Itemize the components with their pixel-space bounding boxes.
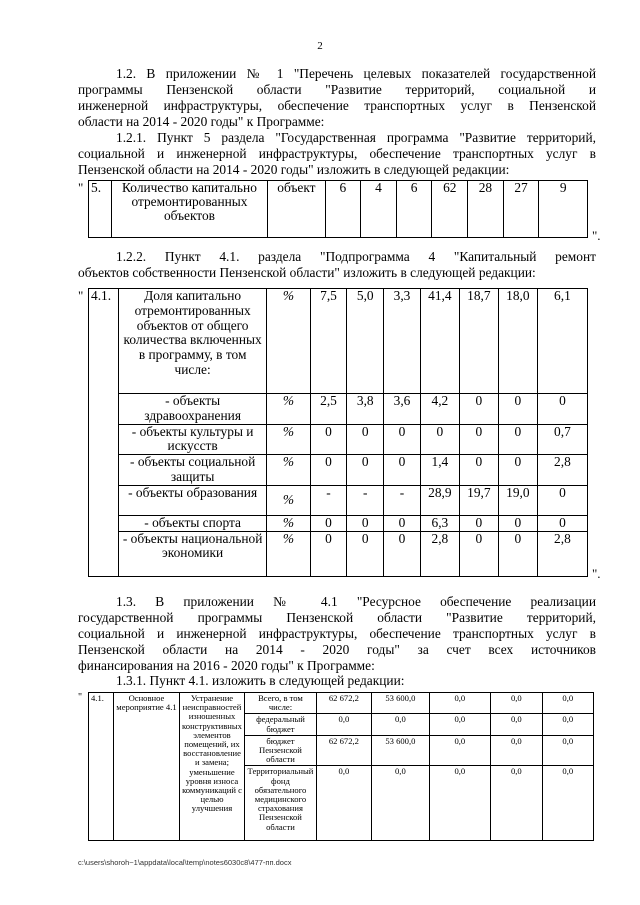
text-line: инженерной инфраструктуры, обеспечение транспортных услуг в Пензенской bbox=[78, 98, 596, 113]
close-quote: ". bbox=[592, 566, 601, 581]
value-cell: 3,3 bbox=[384, 289, 421, 394]
value-cell: 0 bbox=[347, 455, 384, 486]
table-row bbox=[89, 485, 588, 515]
value-cell: 9 bbox=[539, 181, 588, 238]
value-cell: 0,0 bbox=[491, 714, 542, 735]
value-cell: 18,7 bbox=[459, 289, 498, 394]
indicator-name: - объекты спорта bbox=[119, 515, 267, 531]
table-row bbox=[89, 693, 594, 714]
value-cell: 0 bbox=[459, 424, 498, 455]
text-line: объектов собственности Пензенской области" изложить в следующей редакции: bbox=[78, 265, 536, 280]
text-line: Пензенской области на 2014 - 2020 годы" за счет всех источников bbox=[78, 642, 596, 657]
table-row bbox=[89, 455, 588, 486]
unit-cell: % bbox=[267, 455, 310, 486]
page-number: 2 bbox=[317, 40, 323, 52]
value-cell: 0 bbox=[498, 531, 537, 576]
table-row bbox=[89, 289, 588, 394]
file-path-footer: c:\users\shoroh~1\appdata\local\temp\notes6030c8\477-пп.docx bbox=[78, 858, 292, 867]
indicator-name: - объекты национальной экономики bbox=[119, 531, 267, 576]
value-cell: 0 bbox=[310, 515, 347, 531]
value-cell: 6 bbox=[325, 181, 361, 238]
value-cell: 19,7 bbox=[459, 485, 498, 515]
funding-source: бюджет Пензенской области bbox=[245, 735, 316, 766]
text-line: 1.3.1. Пункт 4.1. изложить в следующей редакции: bbox=[116, 673, 405, 688]
text-line: социальной и инженерной инфраструктуры, обеспечение транспортных услуг в bbox=[78, 146, 596, 161]
text-line: области на 2014 - 2020 годы" к Программе: bbox=[78, 114, 325, 129]
value-cell: 62 672,2 bbox=[316, 735, 371, 766]
text-line: 1.2.2. Пункт 4.1. раздела "Подпрограмма 4 "Капитальный ремонт bbox=[116, 249, 596, 264]
value-cell: - bbox=[384, 485, 421, 515]
value-cell: 0 bbox=[459, 515, 498, 531]
text-line: программы Пензенской области "Развитие территорий, социальной и bbox=[78, 82, 596, 97]
indicator-name: - объекты образования bbox=[119, 485, 267, 515]
value-cell: 0 bbox=[310, 424, 347, 455]
value-cell: 0,0 bbox=[372, 714, 429, 735]
value-cell: 2,8 bbox=[537, 455, 587, 486]
value-cell: 2,8 bbox=[537, 531, 587, 576]
text-line: Пензенской области на 2014 - 2020 годы" изложить в следующей редакции: bbox=[78, 162, 510, 177]
row-number: 5. bbox=[89, 181, 112, 238]
value-cell: 41,4 bbox=[420, 289, 459, 394]
text-line: финансирования на 2016 - 2020 годы" к Программе: bbox=[78, 658, 375, 673]
value-cell: 62 bbox=[432, 181, 468, 238]
value-cell: 0,0 bbox=[429, 693, 491, 714]
value-cell: 0 bbox=[537, 394, 587, 425]
unit-cell: объект bbox=[268, 181, 325, 238]
indicator-name: - объекты культуры и искусств bbox=[119, 424, 267, 455]
table-row bbox=[89, 424, 588, 455]
value-cell: 0,7 bbox=[537, 424, 587, 455]
value-cell: 0,0 bbox=[491, 735, 542, 766]
value-cell: 0,0 bbox=[542, 766, 593, 841]
value-cell: 0,0 bbox=[429, 735, 491, 766]
unit-cell: % bbox=[267, 515, 310, 531]
open-quote: " bbox=[78, 180, 84, 195]
value-cell: 4 bbox=[361, 181, 397, 238]
value-cell: 3,8 bbox=[347, 394, 384, 425]
value-cell: 0 bbox=[537, 515, 587, 531]
value-cell: 0,0 bbox=[429, 714, 491, 735]
unit-cell: % bbox=[267, 424, 310, 455]
value-cell: 0 bbox=[384, 424, 421, 455]
text-line: 1.2.1. Пункт 5 раздела "Государственная программа "Развитие территорий, bbox=[116, 130, 596, 145]
value-cell: 0,0 bbox=[491, 693, 542, 714]
paragraph-1-3-1 bbox=[78, 673, 596, 689]
paragraph-1-2 bbox=[78, 66, 596, 130]
value-cell: 18,0 bbox=[498, 289, 537, 394]
value-cell: 6,3 bbox=[420, 515, 459, 531]
value-cell: 0 bbox=[347, 531, 384, 576]
value-cell: 5,0 bbox=[347, 289, 384, 394]
value-cell: 6,1 bbox=[537, 289, 587, 394]
funding-source: федеральный бюджет bbox=[245, 714, 316, 735]
unit-cell: % bbox=[267, 531, 310, 576]
value-cell: - bbox=[310, 485, 347, 515]
table-row bbox=[89, 531, 588, 576]
value-cell: 0,0 bbox=[542, 735, 593, 766]
value-cell: 53 600,0 bbox=[372, 735, 429, 766]
value-cell: 0 bbox=[459, 455, 498, 486]
value-cell: 0 bbox=[459, 394, 498, 425]
indicator-table-4-1 bbox=[88, 288, 588, 577]
table-row bbox=[89, 515, 588, 531]
indicator-name: - объекты здравоохранения bbox=[119, 394, 267, 425]
value-cell: 0,0 bbox=[372, 766, 429, 841]
value-cell: 0 bbox=[384, 515, 421, 531]
indicator-name: - объекты социальной защиты bbox=[119, 455, 267, 486]
paragraph-1-2-1 bbox=[78, 130, 596, 178]
value-cell: 53 600,0 bbox=[372, 693, 429, 714]
value-cell: 0 bbox=[420, 424, 459, 455]
value-cell: 0 bbox=[347, 424, 384, 455]
indicator-name: Количество капитально отремонтированных объектов bbox=[111, 181, 268, 238]
value-cell: 0 bbox=[498, 394, 537, 425]
paragraph-1-3 bbox=[78, 594, 596, 674]
unit-cell: % bbox=[267, 485, 310, 515]
indicator-table-5 bbox=[88, 180, 588, 238]
text-line: государственной программы Пензенской области "Развитие территорий, bbox=[78, 610, 596, 625]
value-cell: 0 bbox=[347, 515, 384, 531]
resource-table-4-1 bbox=[88, 692, 594, 841]
value-cell: 0,0 bbox=[542, 693, 593, 714]
event-goal: Устранение неисправностей изношенных конструктивных элементов помещений, их восстановление и замена; уменьшение уровня износа коммуникаций с целью улучшения bbox=[179, 693, 245, 841]
value-cell: 3,6 bbox=[384, 394, 421, 425]
value-cell: 0,0 bbox=[316, 766, 371, 841]
close-quote: ". bbox=[592, 228, 601, 243]
value-cell: 0 bbox=[498, 455, 537, 486]
row-number: 4.1. bbox=[89, 289, 119, 577]
value-cell: - bbox=[347, 485, 384, 515]
value-cell: 0,0 bbox=[491, 766, 542, 841]
row-number: 4.1. bbox=[89, 693, 114, 841]
value-cell: 0 bbox=[459, 531, 498, 576]
value-cell: 7,5 bbox=[310, 289, 347, 394]
value-cell: 0 bbox=[537, 485, 587, 515]
value-cell: 6 bbox=[396, 181, 432, 238]
unit-cell: % bbox=[267, 394, 310, 425]
paragraph-1-2-2 bbox=[78, 249, 596, 281]
value-cell: 28,9 bbox=[420, 485, 459, 515]
value-cell: 0,0 bbox=[542, 714, 593, 735]
text-line: 1.2. В приложении № 1 "Перечень целевых показателей государственной bbox=[116, 66, 596, 81]
funding-source: Всего, в том числе: bbox=[245, 693, 316, 714]
open-quote: " bbox=[78, 288, 84, 303]
open-quote: " bbox=[78, 692, 83, 703]
table-row bbox=[89, 181, 588, 238]
text-line: 1.3. В приложении № 4.1 "Ресурсное обеспечение реализации bbox=[116, 594, 596, 609]
table-row bbox=[89, 394, 588, 425]
value-cell: 0 bbox=[498, 515, 537, 531]
value-cell: 1,4 bbox=[420, 455, 459, 486]
value-cell: 4,2 bbox=[420, 394, 459, 425]
value-cell: 0 bbox=[310, 455, 347, 486]
value-cell: 62 672,2 bbox=[316, 693, 371, 714]
value-cell: 0 bbox=[498, 424, 537, 455]
value-cell: 0 bbox=[310, 531, 347, 576]
value-cell: 0 bbox=[384, 455, 421, 486]
event-name: Основное мероприятие 4.1 bbox=[114, 693, 180, 841]
value-cell: 28 bbox=[468, 181, 504, 238]
unit-cell: % bbox=[267, 289, 310, 394]
value-cell: 2,5 bbox=[310, 394, 347, 425]
text-line: социальной и инженерной инфраструктуры, обеспечение транспортных услуг в bbox=[78, 626, 596, 641]
indicator-name: Доля капитально отремонтированных объектов от общего количества включенных в программу, в том числе: bbox=[119, 289, 267, 394]
value-cell: 0 bbox=[384, 531, 421, 576]
value-cell: 2,8 bbox=[420, 531, 459, 576]
value-cell: 27 bbox=[503, 181, 539, 238]
value-cell: 19,0 bbox=[498, 485, 537, 515]
value-cell: 0,0 bbox=[429, 766, 491, 841]
value-cell: 0,0 bbox=[316, 714, 371, 735]
funding-source: Территориальный фонд обязательного медицинского страхования Пензенской области bbox=[245, 766, 316, 841]
